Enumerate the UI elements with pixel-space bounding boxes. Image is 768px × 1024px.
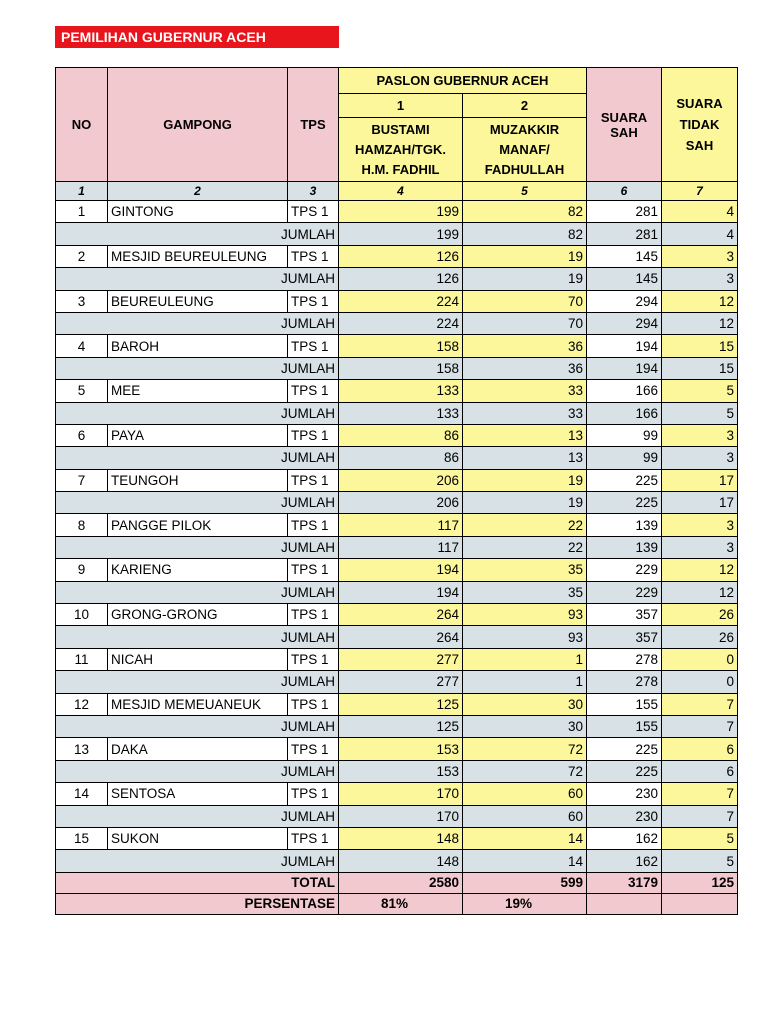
- subtotal-suara-sah: 278: [587, 671, 662, 693]
- table-row: [56, 201, 738, 223]
- subtotal-label: JUMLAH: [56, 671, 339, 693]
- row-gampong: MESJID BEUREULEUNG: [108, 245, 288, 267]
- table-row: [56, 648, 738, 670]
- subtotal-label: JUMLAH: [56, 492, 339, 514]
- row-gampong: GINTONG: [108, 201, 288, 223]
- subtotal-row: [56, 536, 738, 558]
- row-candidate-2-votes: 60: [463, 783, 587, 805]
- row-gampong: NICAH: [108, 648, 288, 670]
- row-suara-sah: 166: [587, 380, 662, 402]
- percentage-candidate-2: 19%: [463, 893, 587, 914]
- subtotal-row: [56, 492, 738, 514]
- row-gampong: DAKA: [108, 738, 288, 760]
- table-row: [56, 335, 738, 357]
- subtotal-candidate-1-votes: 148: [339, 850, 463, 872]
- row-tps: TPS 1: [288, 693, 339, 715]
- row-gampong: SENTOSA: [108, 783, 288, 805]
- subtotal-label: JUMLAH: [56, 581, 339, 603]
- row-suara-sah: 194: [587, 335, 662, 357]
- subtotal-suara-tidak-sah: 3: [662, 536, 738, 558]
- row-suara-sah: 225: [587, 469, 662, 491]
- row-gampong: PANGGE PILOK: [108, 514, 288, 536]
- row-suara-sah: 357: [587, 604, 662, 626]
- row-suara-tidak-sah: 12: [662, 290, 738, 312]
- row-tps: TPS 1: [288, 290, 339, 312]
- row-candidate-2-votes: 19: [463, 245, 587, 267]
- row-candidate-2-votes: 22: [463, 514, 587, 536]
- subtotal-suara-sah: 162: [587, 850, 662, 872]
- subtotal-suara-sah: 99: [587, 447, 662, 469]
- table-row: [56, 290, 738, 312]
- row-gampong: BAROH: [108, 335, 288, 357]
- row-candidate-1-votes: 206: [339, 469, 463, 491]
- subtotal-suara-sah: 357: [587, 626, 662, 648]
- row-number: 10: [56, 604, 108, 626]
- subtotal-row: [56, 626, 738, 648]
- subtotal-candidate-2-votes: 72: [463, 760, 587, 782]
- total-suara-tidak-sah: 125: [662, 872, 738, 893]
- row-number: 3: [56, 290, 108, 312]
- row-candidate-2-votes: 82: [463, 201, 587, 223]
- row-suara-tidak-sah: 3: [662, 514, 738, 536]
- subtotal-row: [56, 760, 738, 782]
- subtotal-suara-tidak-sah: 3: [662, 268, 738, 290]
- header-candidate-2-number: 2: [463, 94, 587, 118]
- row-suara-tidak-sah: 26: [662, 604, 738, 626]
- row-number: 8: [56, 514, 108, 536]
- subtotal-candidate-2-votes: 93: [463, 626, 587, 648]
- subtotal-candidate-1-votes: 133: [339, 402, 463, 424]
- row-gampong: MEE: [108, 380, 288, 402]
- subtotal-row: [56, 671, 738, 693]
- column-index-3: 3: [288, 182, 339, 201]
- row-suara-tidak-sah: 17: [662, 469, 738, 491]
- subtotal-candidate-1-votes: 153: [339, 760, 463, 782]
- row-tps: TPS 1: [288, 738, 339, 760]
- total-suara-sah: 3179: [587, 872, 662, 893]
- row-candidate-2-votes: 35: [463, 559, 587, 581]
- subtotal-suara-tidak-sah: 5: [662, 850, 738, 872]
- row-suara-tidak-sah: 6: [662, 738, 738, 760]
- table-row: [56, 604, 738, 626]
- total-candidate-1-votes: 2580: [339, 872, 463, 893]
- row-suara-sah: 139: [587, 514, 662, 536]
- subtotal-suara-tidak-sah: 7: [662, 805, 738, 827]
- table-row: [56, 514, 738, 536]
- row-candidate-2-votes: 93: [463, 604, 587, 626]
- row-number: 1: [56, 201, 108, 223]
- row-number: 7: [56, 469, 108, 491]
- row-candidate-2-votes: 19: [463, 469, 587, 491]
- header-candidate-1-number: 1: [339, 94, 463, 118]
- subtotal-row: [56, 402, 738, 424]
- row-number: 5: [56, 380, 108, 402]
- row-candidate-2-votes: 30: [463, 693, 587, 715]
- subtotal-suara-sah: 166: [587, 402, 662, 424]
- column-index-6: 6: [587, 182, 662, 201]
- table-row: [56, 469, 738, 491]
- subtotal-candidate-2-votes: 82: [463, 223, 587, 245]
- row-tps: TPS 1: [288, 604, 339, 626]
- row-number: 12: [56, 693, 108, 715]
- row-candidate-1-votes: 194: [339, 559, 463, 581]
- subtotal-candidate-1-votes: 117: [339, 536, 463, 558]
- subtotal-label: JUMLAH: [56, 447, 339, 469]
- subtotal-row: [56, 447, 738, 469]
- row-candidate-1-votes: 117: [339, 514, 463, 536]
- row-tps: TPS 1: [288, 514, 339, 536]
- subtotal-label: JUMLAH: [56, 715, 339, 737]
- subtotal-candidate-1-votes: 224: [339, 312, 463, 334]
- subtotal-candidate-1-votes: 199: [339, 223, 463, 245]
- subtotal-label: JUMLAH: [56, 850, 339, 872]
- subtotal-suara-sah: 281: [587, 223, 662, 245]
- subtotal-label: JUMLAH: [56, 805, 339, 827]
- subtotal-candidate-1-votes: 126: [339, 268, 463, 290]
- header-gampong: GAMPONG: [108, 68, 288, 182]
- row-candidate-2-votes: 33: [463, 380, 587, 402]
- subtotal-row: [56, 223, 738, 245]
- subtotal-suara-tidak-sah: 4: [662, 223, 738, 245]
- table-row: [56, 424, 738, 446]
- subtotal-suara-tidak-sah: 5: [662, 402, 738, 424]
- percentage-suara-tidak-sah-empty: [662, 893, 738, 914]
- row-tps: TPS 1: [288, 783, 339, 805]
- row-suara-tidak-sah: 5: [662, 827, 738, 849]
- row-suara-sah: 230: [587, 783, 662, 805]
- subtotal-row: [56, 581, 738, 603]
- table-row: [56, 738, 738, 760]
- row-tps: TPS 1: [288, 335, 339, 357]
- row-gampong: MESJID MEMEUANEUK: [108, 693, 288, 715]
- subtotal-candidate-1-votes: 277: [339, 671, 463, 693]
- row-gampong: KARIENG: [108, 559, 288, 581]
- row-tps: TPS 1: [288, 559, 339, 581]
- row-candidate-1-votes: 277: [339, 648, 463, 670]
- header-paslon: PASLON GUBERNUR ACEH: [339, 68, 587, 94]
- row-gampong: GRONG-GRONG: [108, 604, 288, 626]
- row-suara-tidak-sah: 3: [662, 245, 738, 267]
- row-gampong: SUKON: [108, 827, 288, 849]
- row-candidate-1-votes: 86: [339, 424, 463, 446]
- column-index-5: 5: [463, 182, 587, 201]
- column-index-4: 4: [339, 182, 463, 201]
- row-candidate-2-votes: 14: [463, 827, 587, 849]
- row-suara-tidak-sah: 4: [662, 201, 738, 223]
- column-index-1: 1: [56, 182, 108, 201]
- row-suara-tidak-sah: 0: [662, 648, 738, 670]
- row-candidate-2-votes: 36: [463, 335, 587, 357]
- percentage-candidate-1: 81%: [339, 893, 463, 914]
- subtotal-row: [56, 850, 738, 872]
- subtotal-suara-sah: 225: [587, 760, 662, 782]
- percentage-row: [56, 893, 738, 914]
- row-suara-sah: 99: [587, 424, 662, 446]
- row-candidate-1-votes: 153: [339, 738, 463, 760]
- column-index-2: 2: [108, 182, 288, 201]
- subtotal-label: JUMLAH: [56, 626, 339, 648]
- row-number: 13: [56, 738, 108, 760]
- row-candidate-1-votes: 133: [339, 380, 463, 402]
- subtotal-suara-tidak-sah: 12: [662, 312, 738, 334]
- row-suara-tidak-sah: 5: [662, 380, 738, 402]
- row-number: 6: [56, 424, 108, 446]
- subtotal-suara-sah: 145: [587, 268, 662, 290]
- subtotal-label: JUMLAH: [56, 223, 339, 245]
- subtotal-suara-tidak-sah: 0: [662, 671, 738, 693]
- subtotal-candidate-2-votes: 22: [463, 536, 587, 558]
- table-row: [56, 559, 738, 581]
- row-number: 4: [56, 335, 108, 357]
- row-number: 14: [56, 783, 108, 805]
- row-suara-tidak-sah: 15: [662, 335, 738, 357]
- subtotal-label: JUMLAH: [56, 402, 339, 424]
- subtotal-candidate-1-votes: 194: [339, 581, 463, 603]
- subtotal-candidate-2-votes: 1: [463, 671, 587, 693]
- row-tps: TPS 1: [288, 245, 339, 267]
- row-suara-tidak-sah: 7: [662, 693, 738, 715]
- subtotal-row: [56, 312, 738, 334]
- subtotal-candidate-1-votes: 86: [339, 447, 463, 469]
- subtotal-candidate-2-votes: 13: [463, 447, 587, 469]
- subtotal-suara-sah: 139: [587, 536, 662, 558]
- row-number: 2: [56, 245, 108, 267]
- row-suara-sah: 225: [587, 738, 662, 760]
- row-suara-tidak-sah: 7: [662, 783, 738, 805]
- row-suara-sah: 145: [587, 245, 662, 267]
- percentage-suara-sah-empty: [587, 893, 662, 914]
- row-candidate-2-votes: 70: [463, 290, 587, 312]
- subtotal-suara-tidak-sah: 26: [662, 626, 738, 648]
- subtotal-candidate-2-votes: 36: [463, 357, 587, 379]
- row-tps: TPS 1: [288, 469, 339, 491]
- subtotal-suara-sah: 229: [587, 581, 662, 603]
- subtotal-suara-sah: 225: [587, 492, 662, 514]
- subtotal-suara-tidak-sah: 7: [662, 715, 738, 737]
- row-candidate-2-votes: 13: [463, 424, 587, 446]
- subtotal-label: JUMLAH: [56, 760, 339, 782]
- row-suara-tidak-sah: 3: [662, 424, 738, 446]
- column-index-7: 7: [662, 182, 738, 201]
- row-candidate-1-votes: 148: [339, 827, 463, 849]
- row-gampong: TEUNGOH: [108, 469, 288, 491]
- subtotal-candidate-2-votes: 70: [463, 312, 587, 334]
- row-suara-tidak-sah: 12: [662, 559, 738, 581]
- subtotal-suara-tidak-sah: 17: [662, 492, 738, 514]
- subtotal-suara-tidak-sah: 15: [662, 357, 738, 379]
- row-candidate-1-votes: 125: [339, 693, 463, 715]
- percentage-label: PERSENTASE: [56, 893, 339, 914]
- subtotal-row: [56, 357, 738, 379]
- table-row: [56, 783, 738, 805]
- row-suara-sah: 162: [587, 827, 662, 849]
- subtotal-suara-tidak-sah: 6: [662, 760, 738, 782]
- row-candidate-1-votes: 264: [339, 604, 463, 626]
- row-suara-sah: 278: [587, 648, 662, 670]
- row-tps: TPS 1: [288, 827, 339, 849]
- subtotal-suara-sah: 230: [587, 805, 662, 827]
- row-number: 9: [56, 559, 108, 581]
- row-tps: TPS 1: [288, 424, 339, 446]
- row-suara-sah: 155: [587, 693, 662, 715]
- row-candidate-1-votes: 126: [339, 245, 463, 267]
- header-no: NO: [56, 68, 108, 182]
- subtotal-candidate-1-votes: 206: [339, 492, 463, 514]
- subtotal-candidate-2-votes: 19: [463, 268, 587, 290]
- table-row: [56, 827, 738, 849]
- row-candidate-1-votes: 170: [339, 783, 463, 805]
- row-candidate-1-votes: 224: [339, 290, 463, 312]
- page-title: PEMILIHAN GUBERNUR ACEH: [55, 26, 339, 48]
- subtotal-suara-tidak-sah: 12: [662, 581, 738, 603]
- subtotal-candidate-1-votes: 264: [339, 626, 463, 648]
- total-label: TOTAL: [56, 872, 339, 893]
- header-candidate-1-name: BUSTAMI HAMZAH/TGK. H.M. FADHIL: [339, 118, 463, 182]
- subtotal-row: [56, 715, 738, 737]
- subtotal-suara-sah: 194: [587, 357, 662, 379]
- table-row: [56, 380, 738, 402]
- subtotal-candidate-2-votes: 35: [463, 581, 587, 603]
- header-suara-tidak-sah: SUARA TIDAK SAH: [662, 68, 738, 182]
- subtotal-candidate-2-votes: 33: [463, 402, 587, 424]
- row-candidate-1-votes: 199: [339, 201, 463, 223]
- table-row: [56, 693, 738, 715]
- header-tps: TPS: [288, 68, 339, 182]
- subtotal-candidate-2-votes: 60: [463, 805, 587, 827]
- subtotal-row: [56, 805, 738, 827]
- row-number: 11: [56, 648, 108, 670]
- subtotal-candidate-1-votes: 158: [339, 357, 463, 379]
- subtotal-label: JUMLAH: [56, 357, 339, 379]
- row-tps: TPS 1: [288, 201, 339, 223]
- table-row: [56, 245, 738, 267]
- subtotal-label: JUMLAH: [56, 312, 339, 334]
- header-suara-sah: SUARA SAH: [587, 68, 662, 182]
- row-suara-sah: 281: [587, 201, 662, 223]
- subtotal-suara-tidak-sah: 3: [662, 447, 738, 469]
- header-candidate-2-name: MUZAKKIR MANAF/ FADHULLAH: [463, 118, 587, 182]
- subtotal-candidate-1-votes: 170: [339, 805, 463, 827]
- results-table: [55, 67, 738, 915]
- row-gampong: PAYA: [108, 424, 288, 446]
- subtotal-suara-sah: 294: [587, 312, 662, 334]
- row-suara-sah: 294: [587, 290, 662, 312]
- row-candidate-2-votes: 72: [463, 738, 587, 760]
- row-candidate-1-votes: 158: [339, 335, 463, 357]
- total-candidate-2-votes: 599: [463, 872, 587, 893]
- row-gampong: BEUREULEUNG: [108, 290, 288, 312]
- row-candidate-2-votes: 1: [463, 648, 587, 670]
- subtotal-row: [56, 268, 738, 290]
- subtotal-label: JUMLAH: [56, 536, 339, 558]
- total-row: [56, 872, 738, 893]
- row-suara-sah: 229: [587, 559, 662, 581]
- row-tps: TPS 1: [288, 648, 339, 670]
- row-tps: TPS 1: [288, 380, 339, 402]
- subtotal-label: JUMLAH: [56, 268, 339, 290]
- subtotal-candidate-2-votes: 14: [463, 850, 587, 872]
- row-number: 15: [56, 827, 108, 849]
- subtotal-candidate-1-votes: 125: [339, 715, 463, 737]
- subtotal-candidate-2-votes: 30: [463, 715, 587, 737]
- subtotal-suara-sah: 155: [587, 715, 662, 737]
- subtotal-candidate-2-votes: 19: [463, 492, 587, 514]
